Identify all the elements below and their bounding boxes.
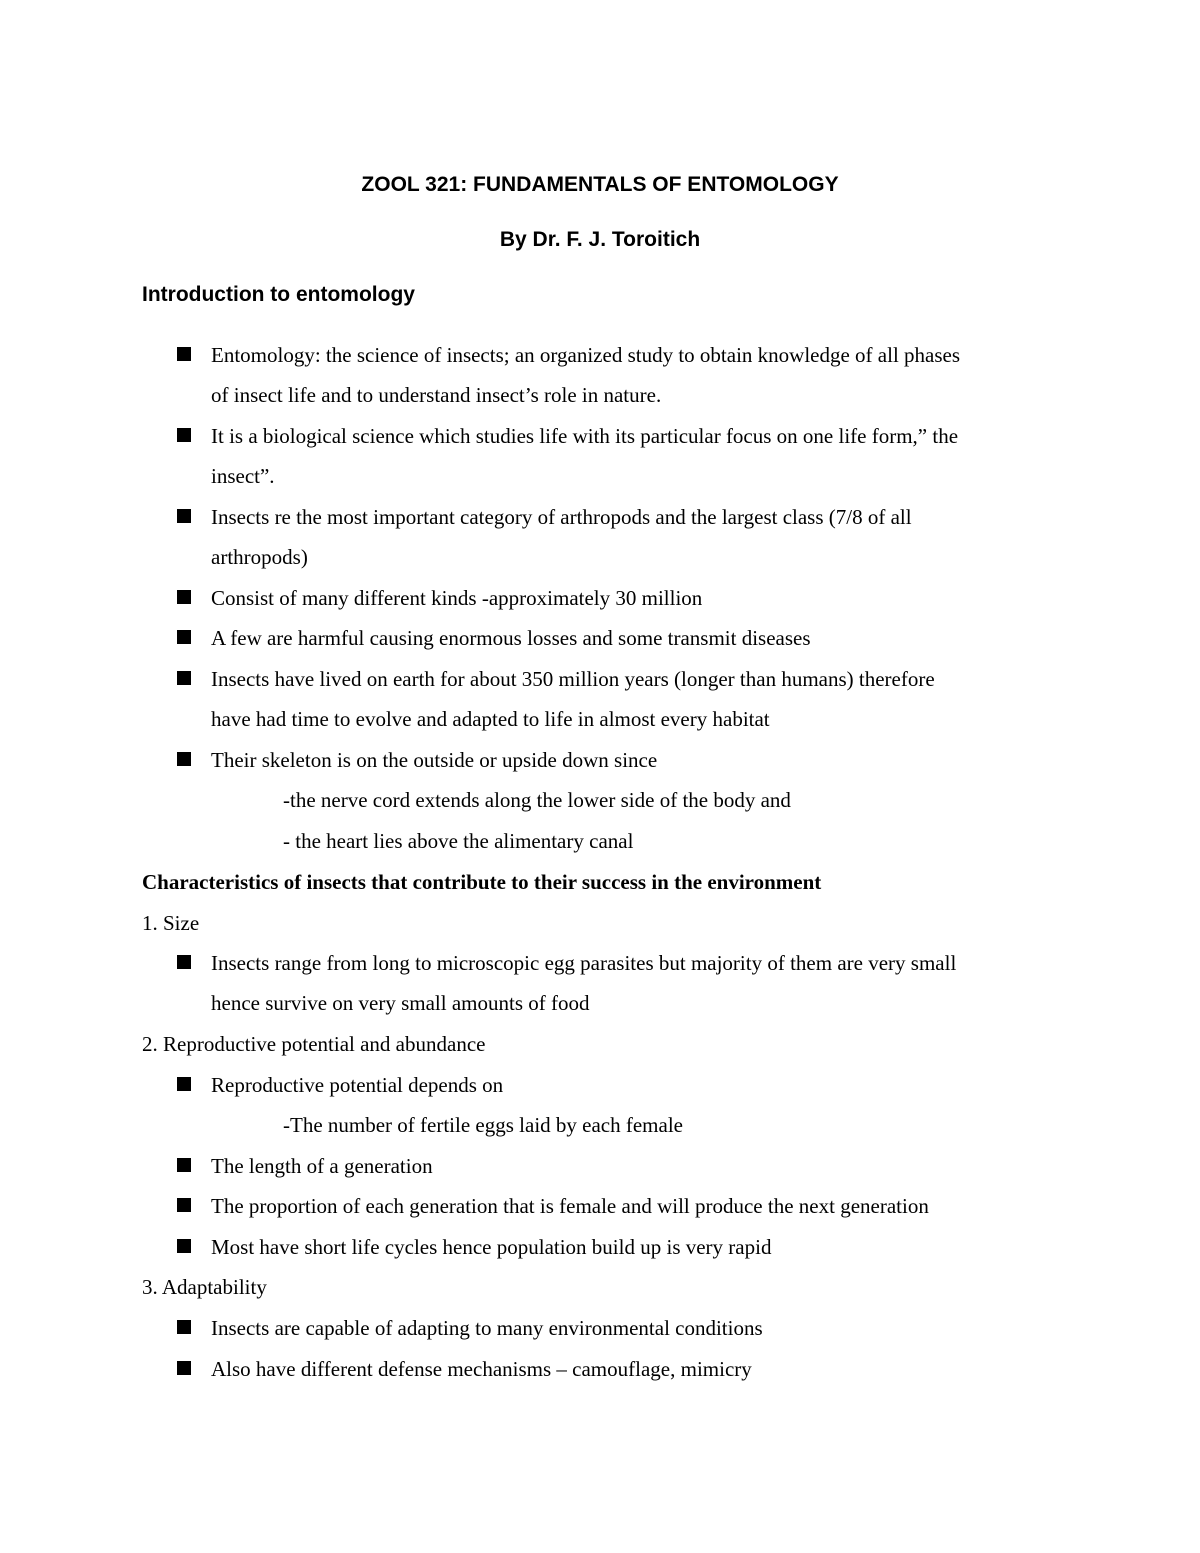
intro-bullet-3-line-1: Insects re the most important category of arthropods and the largest class (7/8 of all: [211, 505, 912, 529]
intro-heading: Introduction to entomology: [142, 283, 415, 306]
intro-bullet-2-line-2: insect”.: [211, 464, 275, 488]
size-heading: 1. Size: [142, 911, 200, 935]
bullet-square-icon: [177, 428, 191, 442]
repro-bullet-1: Reproductive potential depends on: [211, 1073, 504, 1097]
bullet-square-icon: [177, 1320, 191, 1334]
size-bullet-line-1: Insects range from long to microscopic egg parasites but majority of them are very small: [211, 951, 957, 975]
bullet-square-icon: [177, 347, 191, 361]
intro-bullet-1-line-1: Entomology: the science of insects; an organized study to obtain knowledge of all phases: [211, 343, 961, 367]
bullet-square-icon: [177, 671, 191, 685]
document-title: ZOOL 321: FUNDAMENTALS OF ENTOMOLOGY: [361, 173, 839, 196]
adapt-heading: 3. Adaptability: [142, 1275, 267, 1299]
skeleton-sub-1: -the nerve cord extends along the lower side of the body and: [283, 788, 791, 812]
bullet-square-icon: [177, 1198, 191, 1212]
bullet-square-icon: [177, 590, 191, 604]
bullet-square-icon: [177, 1361, 191, 1375]
bullet-square-icon: [177, 630, 191, 644]
intro-bullet-1-line-2: of insect life and to understand insect’s role in nature.: [211, 383, 662, 407]
repro-sub: -The number of fertile eggs laid by each female: [283, 1113, 683, 1137]
repro-heading: 2. Reproductive potential and abundance: [142, 1032, 486, 1056]
skeleton-sub-2: - the heart lies above the alimentary canal: [283, 829, 634, 853]
repro-bullet-2: The length of a generation: [211, 1154, 433, 1178]
bullet-square-icon: [177, 1077, 191, 1091]
adapt-bullet-1: Insects are capable of adapting to many environmental conditions: [211, 1316, 763, 1340]
bullet-square-icon: [177, 1239, 191, 1253]
adapt-bullet-2: Also have different defense mechanisms – camouflage, mimicry: [211, 1357, 752, 1381]
intro-bullet-3-line-2: arthropods): [211, 545, 308, 569]
intro-bullet-7: Their skeleton is on the outside or upside down since: [211, 748, 658, 772]
bullet-square-icon: [177, 509, 191, 523]
intro-bullet-4: Consist of many different kinds -approximately 30 million: [211, 586, 703, 610]
repro-bullet-3: The proportion of each generation that is female and will produce the next generation: [211, 1194, 929, 1218]
intro-bullet-2-line-1: It is a biological science which studies life with its particular focus on one life form,” the: [211, 424, 959, 448]
intro-bullet-6-line-1: Insects have lived on earth for about 350 million years (longer than humans) therefore: [211, 667, 935, 691]
intro-bullet-5: A few are harmful causing enormous losses and some transmit diseases: [211, 626, 811, 650]
repro-bullet-4: Most have short life cycles hence population build up is very rapid: [211, 1235, 772, 1259]
bullet-square-icon: [177, 752, 191, 766]
bullet-square-icon: [177, 1158, 191, 1172]
bullet-square-icon: [177, 955, 191, 969]
characteristics-heading: Characteristics of insects that contribute to their success in the environment: [142, 870, 822, 894]
document-author: By Dr. F. J. Toroitich: [499, 228, 701, 251]
size-bullet-line-2: hence survive on very small amounts of food: [211, 991, 590, 1015]
intro-bullet-6-line-2: have had time to evolve and adapted to life in almost every habitat: [211, 707, 770, 731]
